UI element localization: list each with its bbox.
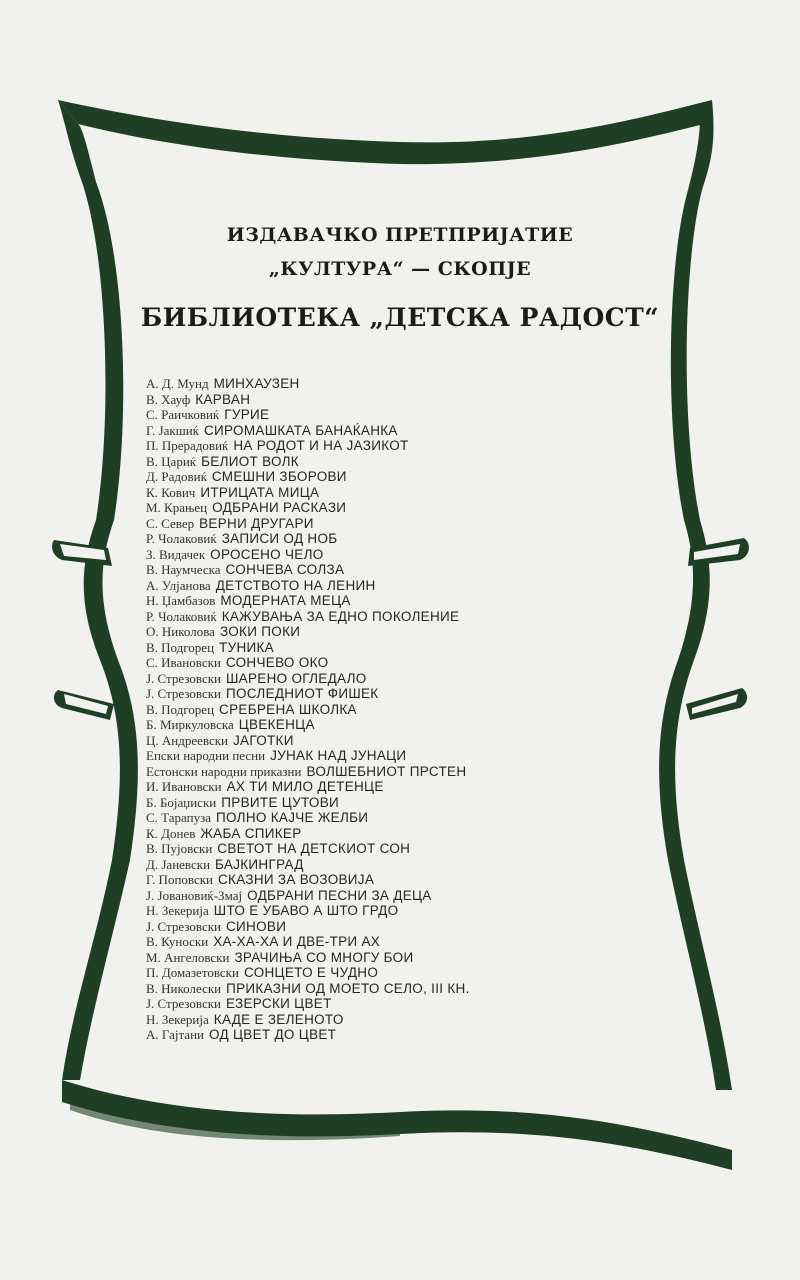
book-title: БАЈКИНГРАД [215,856,304,872]
book-title: ПОСЛЕДНИОТ ФИШЕК [226,686,379,701]
list-item [146,593,616,609]
list-item [146,857,616,873]
book-author: С. Раичковиќ [146,407,220,422]
book-author: В. Наумческа [146,562,221,577]
book-author: С. Ивановски [146,655,221,670]
book-author: Ј. Стрезовски [146,918,221,934]
book-title: АХ ТИ МИЛО ДЕТЕНЦЕ [226,779,384,794]
book-author: Г. Поповски [146,872,213,887]
book-title: ЈАГОТКИ [233,732,294,748]
list-item [146,562,616,578]
book-author: З. Видачек [146,546,206,562]
list-item [146,702,616,718]
book-title: СОНЧЕВО ОКО [225,655,329,670]
book-title: ШТО Е УБАВО А ШТО ГРДО [213,903,399,918]
book-title: ПОЛНО КАЈЧЕ ЖЕЛБИ [216,810,369,825]
list-item [146,717,616,733]
list-item [146,748,616,764]
book-author: В. Подгорец [146,639,215,655]
list-item [146,531,616,547]
list-item [146,996,616,1012]
book-author: И. Ивановски [146,779,222,794]
book-author: А. Д. Мунд [146,376,209,391]
list-item [146,826,616,842]
book-list [146,376,616,1043]
book-author: Ј. Стрезовски [146,686,221,701]
list-item [146,1027,616,1043]
book-title: ОД ЦВЕТ ДО ЦВЕТ [209,1027,337,1042]
book-title: СИРОМАШКАТА БАНАЌАНКА [203,422,398,438]
book-title: ЦВЕКЕНЦА [238,717,315,732]
book-title: БЕЛИОТ ВОЛК [201,453,299,469]
book-title: ШАРЕНО ОГЛЕДАЛО [226,670,367,686]
book-title: ГУРИЕ [224,407,270,422]
list-item [146,965,616,981]
list-item [146,516,616,532]
book-title: ЗРАЧИЊА СО МНОГУ БОИ [234,949,414,965]
list-item [146,919,616,935]
list-item [146,779,616,795]
book-title: ЗАПИСИ ОД НОБ [221,531,338,546]
book-title: СВЕТОТ НА ДЕТСКИОТ СОН [217,841,411,856]
list-item [146,547,616,563]
book-title: ВЕРНИ ДРУГАРИ [199,515,314,531]
book-title: ЈУНАК НАД ЈУНАЦИ [270,748,407,763]
list-item [146,438,616,454]
book-author: Естонски народни приказни [146,763,302,779]
book-author: Р. Чолаковиќ [146,608,217,624]
book-author: Д. Јаневски [146,856,211,872]
book-author: Б. Миркуловска [146,717,234,732]
book-author: Б. Бојаџиски [146,794,217,810]
list-item [146,407,616,423]
list-item [146,624,616,640]
book-title: ОДБРАНИ РАСКАЗИ [212,500,347,515]
list-item [146,423,616,439]
book-author: П. Домазетовски [146,965,239,980]
book-title: СОНЦЕТО Е ЧУДНО [243,965,379,980]
book-title: ХА-ХА-ХА И ДВЕ-ТРИ АХ [213,934,381,949]
list-item [146,872,616,888]
book-title: ОРОСЕНО ЧЕЛО [210,546,324,562]
book-title: ОДБРАНИ ПЕСНИ ЗА ДЕЦА [247,887,432,903]
list-item [146,376,616,392]
book-author: Д. Радовиќ [146,469,207,484]
book-author: Ј. Стрезовски [146,670,221,686]
list-item [146,655,616,671]
book-title: ЕЗЕРСКИ ЦВЕТ [226,996,332,1011]
book-author: А. Улјанова [146,577,211,593]
book-title: НА РОДОТ И НА ЈАЗИКОТ [233,438,409,453]
book-author: В. Николески [146,980,222,996]
list-item [146,733,616,749]
book-title: ПРИКАЗНИ ОД МОЕТО СЕЛО, III КН. [226,980,470,996]
book-author: Епски народни песни [146,748,266,763]
book-author: К. Донев [146,825,196,841]
book-title: СИНОВИ [226,918,287,934]
book-author: С. Тарапуза [146,810,212,825]
book-title: КАРВАН [195,391,251,407]
book-author: О. Николова [146,624,215,639]
book-author: М. Крањец [146,500,208,515]
list-item [146,454,616,470]
book-author: Ј. Стрезовски [146,996,221,1011]
book-title: МОДЕРНАТА МЕЦА [220,593,351,608]
book-author: П. Прерадовиќ [146,438,229,453]
list-item [146,888,616,904]
book-title: ЖАБА СПИКЕР [200,825,302,841]
list-item [146,903,616,919]
publisher-heading: ИЗДАВАЧКО ПРЕТПРИЈАТИЕ [226,224,574,246]
book-title: ТУНИКА [219,639,274,655]
list-item [146,934,616,950]
list-item [146,578,616,594]
publisher-city-heading: „КУЛТУРА“ — СКОПЈЕ [268,258,532,280]
book-title: СМЕШНИ ЗБОРОВИ [211,469,347,484]
book-author: М. Ангеловски [146,949,230,965]
library-series-title: БИБЛИОТЕКА „ДЕТСКА РАДОСТ“ [140,303,660,332]
book-author: В. Подгорец [146,701,215,717]
book-title: МИНХАУЗЕН [213,376,300,391]
book-title: КАЖУВАЊА ЗА ЕДНО ПОКОЛЕНИЕ [221,608,460,624]
book-title: СРЕБРЕНА ШКОЛКА [219,701,357,717]
list-item [146,686,616,702]
book-author: В. Куноски [146,934,209,949]
list-item [146,1012,616,1028]
list-item [146,500,616,516]
list-item [146,810,616,826]
book-title: ПРВИТЕ ЦУТОВИ [221,794,340,810]
book-author: Ц. Андреевски [146,732,228,748]
list-item [146,485,616,501]
list-item [146,609,616,625]
book-author: Ј. Јовановиќ-Змај [146,887,243,903]
book-title: ИТРИЦАТА МИЦА [200,484,320,500]
list-item [146,950,616,966]
book-author: Н. Џамбазов [146,593,216,608]
book-author: Р. Чолаковиќ [146,531,217,546]
list-item [146,671,616,687]
list-item [146,764,616,780]
book-author: Г. Јакшиќ [146,422,199,438]
book-author: А. Гајтани [146,1027,204,1042]
book-author: Н. Зекерија [146,1011,209,1027]
book-author: Н. Зекерија [146,903,209,918]
book-author: В. Хауф [146,391,191,407]
book-title: ВОЛШЕБНИОТ ПРСТЕН [306,763,467,779]
book-title: СОНЧЕВА СОЛЗА [225,562,345,577]
list-item [146,981,616,997]
list-item [146,392,616,408]
book-author: В. Пујовски [146,841,213,856]
book-title: ДЕТСТВОТО НА ЛЕНИН [215,577,376,593]
book-title: КАДЕ Е ЗЕЛЕНОТО [213,1011,344,1027]
list-item [146,795,616,811]
book-author: С. Север [146,515,195,531]
list-item [146,640,616,656]
book-title: ЗОКИ ПОКИ [219,624,301,639]
list-item [146,469,616,485]
book-author: В. Цариќ [146,453,197,469]
list-item [146,841,616,857]
book-title: СКАЗНИ ЗА ВОЗОВИЈА [218,872,375,887]
book-author: К. Кович [146,484,196,500]
